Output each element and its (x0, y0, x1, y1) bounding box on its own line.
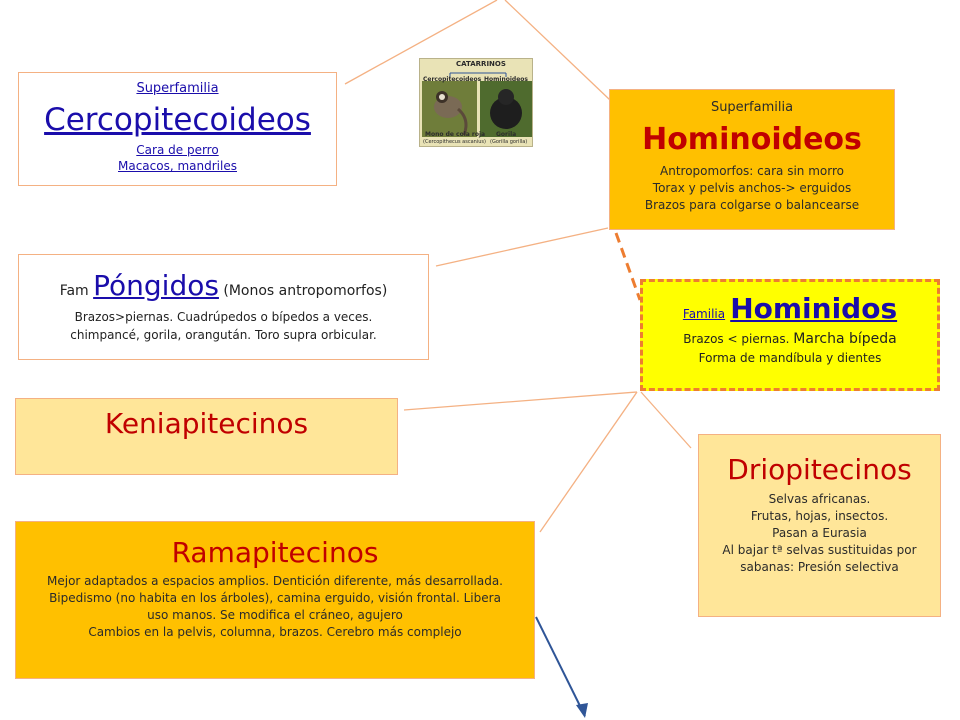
kenia-name: Keniapitecinos (104, 407, 309, 440)
pongidos-box (18, 254, 429, 360)
connector-pongidos (436, 228, 608, 266)
homino-name: Hominoideos (642, 122, 862, 157)
hominidos-box (640, 279, 940, 391)
keniapitecinos-box (15, 398, 398, 475)
photo-left-label: Cercopitecoideos (423, 76, 482, 83)
hominidos-name-link[interactable]: Hominidos (730, 292, 898, 325)
homino-rank: Superfamilia (710, 100, 794, 115)
ramapitecinos-box (15, 521, 535, 679)
cerco-line-2[interactable]: Macacos, mandriles (118, 159, 237, 173)
connector-kenia (404, 392, 637, 410)
photo-right-label: Hominoideos (484, 76, 528, 83)
drio-line-4: Al bajar tª selvas sustituidas por (722, 543, 917, 557)
drio-line-1: Selvas africanas. (768, 492, 871, 506)
pongidos-name-link[interactable]: Póngidos (93, 269, 219, 302)
homino-line-1: Antropomorfos: cara sin morro (660, 164, 844, 178)
cercopitecoideos-box (18, 72, 337, 186)
arrow-head-icon (576, 703, 588, 718)
drio-line-5: sabanas: Presión selectiva (740, 560, 899, 574)
rama-line-3: uso manos. Se modifica el cráneo, agujero (147, 608, 403, 622)
pongidos-suffix: (Monos antropomorfos) (223, 283, 388, 299)
hominidos-line-2: Forma de mandíbula y dientes (698, 351, 882, 365)
connector-drio (641, 392, 691, 448)
catarrinos-photo (419, 58, 533, 147)
cerco-rank-link[interactable]: Superfamilia (136, 81, 219, 96)
driopitecinos-box (698, 434, 941, 617)
homino-line-2: Torax y pelvis anchos-> erguidos (652, 181, 852, 195)
pongidos-line-1: Brazos>piernas. Cuadrúpedos o bípedos a veces. (74, 310, 373, 324)
cerco-line-1[interactable]: Cara de perro (136, 143, 219, 157)
drio-line-3: Pasan a Eurasia (772, 526, 867, 540)
rama-line-1: Mejor adaptados a espacios amplios. Dentición diferente, más desarrollada. (47, 574, 503, 588)
homino-line-3: Brazos para colgarse o balancearse (644, 198, 860, 212)
rama-line-4: Cambios en la pelvis, columna, brazos. Cerebro más complejo (88, 625, 462, 639)
drio-name: Driopitecinos (727, 453, 912, 486)
rama-line-2: Bipedismo (no habita en los árboles), camina erguido, visión frontal. Libera (49, 591, 501, 605)
connector-hominidos-dashed (616, 233, 640, 300)
drio-line-2: Frutas, hojas, insectos. (750, 509, 889, 523)
connector-rama (540, 392, 637, 532)
cerco-name-link[interactable]: Cercopitecoideos (44, 102, 311, 138)
photo-left-caption: Mono de cola roja (425, 131, 486, 138)
pongidos-prefix: Fam (59, 283, 89, 299)
photo-right-caption: Gorila (496, 131, 517, 138)
hominidos-line-1b: Marcha bípeda (793, 331, 897, 347)
photo-right-latin: (Gorilla gorilla) (490, 139, 528, 145)
rama-name: Ramapitecinos (171, 536, 379, 569)
hominoideos-box (609, 89, 895, 230)
pongidos-line-2: chimpancé, gorila, orangután. Toro supra orbicular. (70, 328, 377, 342)
hominidos-rank-link[interactable]: Familia (682, 307, 726, 321)
photo-title: CATARRINOS (456, 60, 506, 68)
photo-left-latin: (Cercopithecus ascanius) (423, 139, 486, 145)
blue-arrow (536, 617, 585, 716)
hominidos-line-1a: Brazos < piernas. (683, 332, 790, 346)
